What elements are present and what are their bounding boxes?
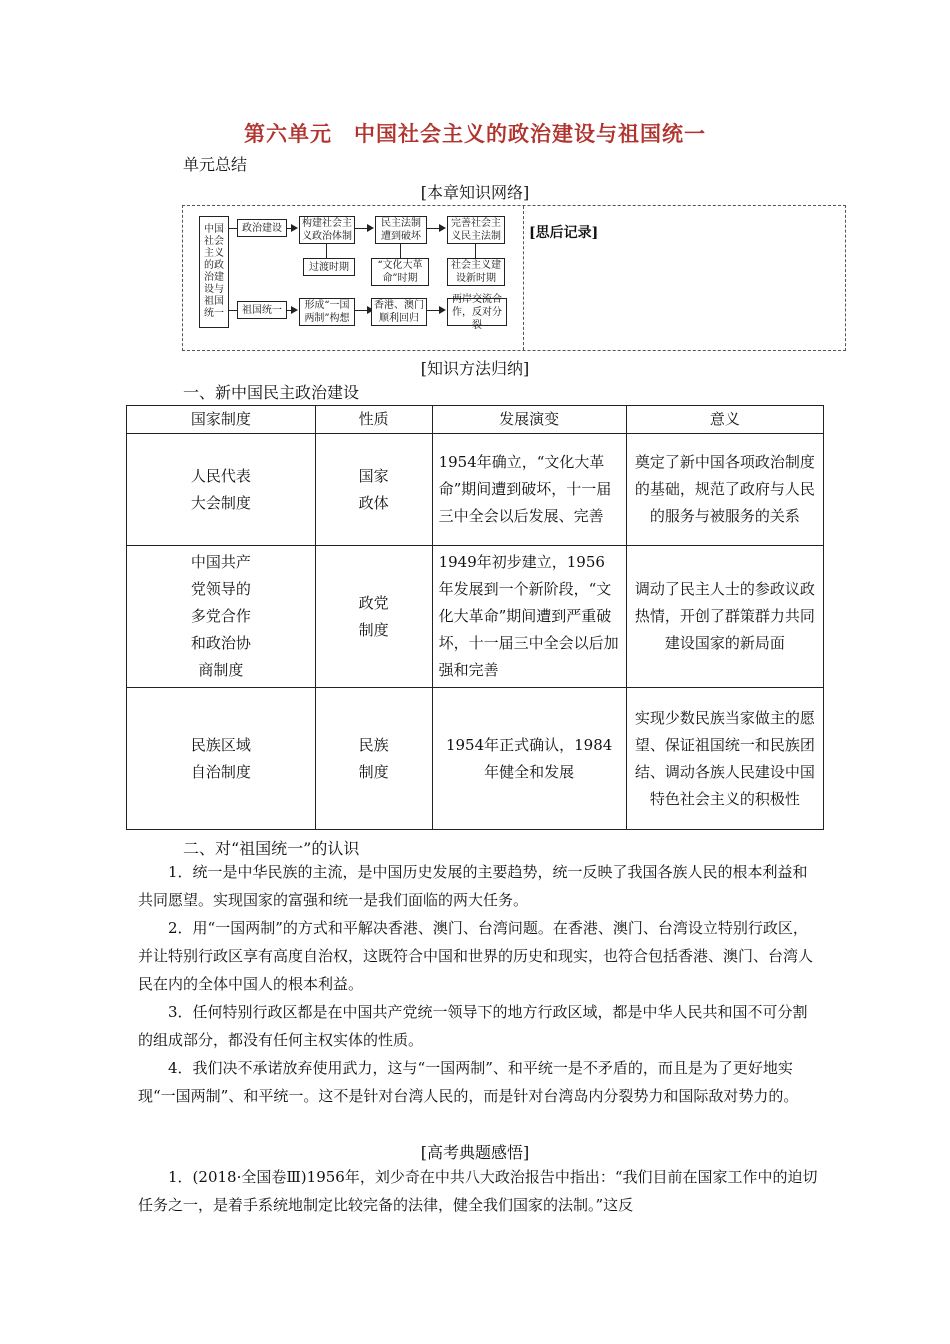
diagram-improve-node: 完善社会主义民主法制	[447, 216, 505, 244]
table-row	[127, 434, 824, 546]
diagram-cross-strait-node: 两岸交流合作，反对分裂	[447, 298, 507, 326]
network-heading: [本章知识网络]	[420, 183, 530, 202]
exam-heading: [高考典题感悟]	[420, 1143, 530, 1162]
table-header-cell: 意义	[626, 406, 823, 434]
paragraph-3: 3．任何特别行政区都是在中国共产党统一领导下的地方行政区域，都是中华人民共和国不可分割的组成部分，都没有任何主权实体的性质。	[138, 1003, 808, 1049]
table-cell-evolution: 1954年正式确认，1984年健全和发展	[432, 688, 626, 830]
table-header-row	[127, 406, 824, 434]
diagram-destroyed-node: 民主法制遭到破坏	[375, 216, 427, 244]
paragraph-2: 2．用“一国两制”的方式和平解决香港、澳门、台湾问题。在香港、澳门、台湾设立特别行政区，并让特别行政区享有高度自治权，这既符合中国和世界的历史和现实，也符合包括香港、澳门、台湾人民在内的全体中国人的根本利益。	[138, 919, 814, 993]
diagram-divider	[523, 206, 524, 350]
diagram-one-country-node: 形成“一国两制”构想	[299, 298, 355, 326]
table-cell-system: 民族区域自治制度	[127, 688, 316, 830]
table-header-cell: 发展演变	[432, 406, 626, 434]
paragraph-1: 1．统一是中华民族的主流，是中国历史发展的主要趋势，统一反映了我国各族人民的根本利益和共同愿望。实现国家的富强和统一是我们面临的两大任务。	[138, 863, 808, 909]
diagram-new-period-node: 社会主义建设新时期	[447, 258, 505, 286]
table-cell-significance: 奠定了新中国各项政治制度的基础，规范了政府与人民的服务与被服务的关系	[626, 434, 823, 546]
paragraph-4: 4．我们决不承诺放弃使用武力，这与“一国两制”、和平统一是不矛盾的，而且是为了更好地实现“一国两制”、和平统一。这不是针对台湾人民的，而是针对台湾岛内分裂势力和国际敌对势力的。	[138, 1059, 799, 1105]
page-title: 第六单元 中国社会主义的政治建设与祖国统一	[244, 121, 706, 146]
diagram-transition-node: 过渡时期	[303, 258, 355, 276]
knowledge-network-box	[182, 205, 846, 351]
diagram-branch-unity: 祖国统一	[237, 301, 287, 319]
method-heading: [知识方法归纳]	[420, 359, 530, 378]
table-header-cell: 性质	[315, 406, 432, 434]
table-cell-nature: 政党制度	[315, 546, 432, 688]
table-cell-evolution: 1954年确立，“文化大革命”期间遭到破坏，十一届三中全会以后发展、完善	[432, 434, 626, 546]
table-row	[127, 546, 824, 688]
table-cell-nature: 国家政体	[315, 434, 432, 546]
table-cell-significance: 实现少数民族当家做主的愿望、保证祖国统一和民族团结、调动各族人民建设中国特色社会主义的积极性	[626, 688, 823, 830]
table-row	[127, 688, 824, 830]
table-cell-significance: 调动了民主人士的参政议政热情，开创了群策群力共同建设国家的新局面	[626, 546, 823, 688]
diagram-hk-macao-node: 香港、澳门顺利回归	[371, 298, 427, 326]
table-cell-evolution: 1949年初步建立，1956年发展到一个新阶段，“文化大革命”期间遭到严重破坏，十一届三中全会以后加强和完善	[432, 546, 626, 688]
exam-question-paragraph: 1．(2018·全国卷Ⅲ)1956年，刘少奇在中共八大政治报告中指出：“我们目前在国家工作中的迫切任务之一，是着手系统地制定比较完备的法律，健全我们国家的法制。”这反	[138, 1168, 818, 1214]
notes-label: [思后记录]	[529, 225, 599, 241]
table-cell-system: 人民代表大会制度	[127, 434, 316, 546]
table-header-cell: 国家制度	[127, 406, 316, 434]
diagram-root-node: 中国社会主义的政治建设与祖国统一	[199, 216, 229, 328]
table-cell-system: 中国共产党领导的多党合作和政治协商制度	[127, 546, 316, 688]
diagram-build-node: 构建社会主义政治体制	[299, 216, 355, 244]
table-cell-nature: 民族制度	[315, 688, 432, 830]
section2-title: 二、对“祖国统一”的认识	[183, 839, 360, 858]
diagram-culture-rev-node: “文化大革命”时期	[371, 258, 429, 286]
diagram-branch-political: 政治建设	[237, 219, 287, 237]
unit-summary-label: 单元总结	[183, 155, 248, 174]
political-system-table	[126, 405, 824, 830]
section1-title: 一、新中国民主政治建设	[183, 383, 360, 402]
